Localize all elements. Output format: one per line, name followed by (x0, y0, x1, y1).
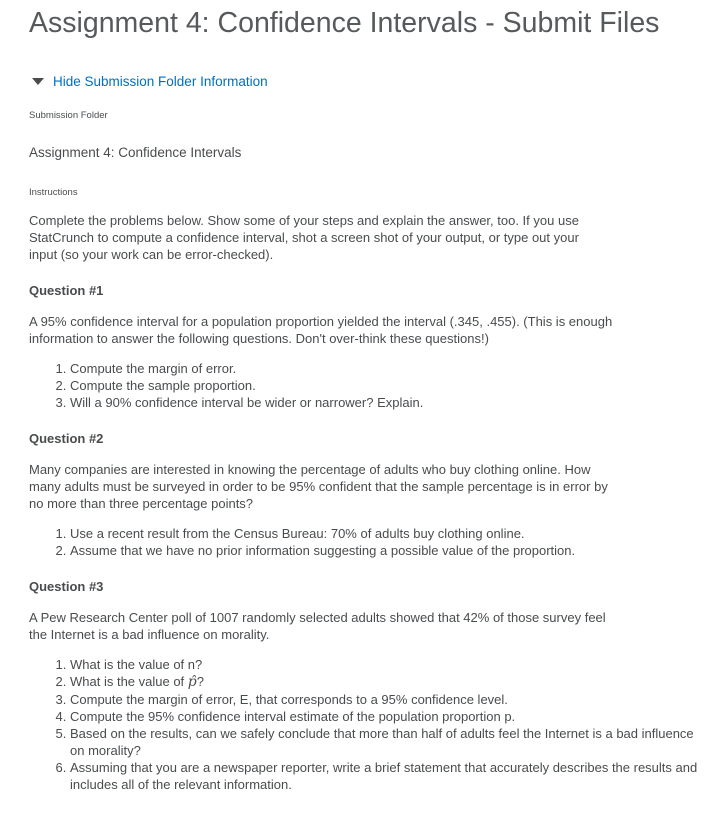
caret-down-icon[interactable] (32, 78, 44, 85)
question-1-list (29, 360, 709, 411)
submission-folder-name: Assignment 4: Confidence Intervals (29, 145, 242, 160)
list-item: 2. Assume that we have no prior information suggesting a possible value of the proportion. (70, 542, 709, 559)
list-item (70, 673, 709, 691)
p-hat-suffix: ? (196, 674, 204, 689)
question-3-heading: Question #3 (29, 579, 104, 594)
list-item: 5. Based on the results, can we safely conclude that more than half of adults feel the Internet is a bad influence on morality? (70, 725, 709, 759)
toggle-submission-info-link[interactable]: Hide Submission Folder Information (53, 74, 268, 89)
list-item: 3. Compute the margin of error, E, that corresponds to a 95% confidence level. (70, 691, 709, 708)
question-3-list (29, 656, 709, 793)
list-item: 1. Compute the margin of error. (70, 360, 709, 377)
question-1-heading: Question #1 (29, 283, 104, 298)
instructions-label: Instructions (29, 187, 78, 198)
list-item: 2. Compute the sample proportion. (70, 377, 709, 394)
question-2-heading: Question #2 (29, 431, 104, 446)
question-3-text: A Pew Research Center poll of 1007 randomly selected adults showed that 42% of those survey feel the Internet is a bad influence on morality. (29, 610, 606, 642)
list-item: 4. Compute the 95% confidence interval estimate of the population proportion p. (70, 708, 709, 725)
question-2-list (29, 525, 709, 559)
question-1-text: A 95% confidence interval for a population proportion yielded the interval (.345, .455). (This is enough information to answer the following questions. Don't over-think these questions!) (29, 314, 613, 346)
toggle-submission-info[interactable] (29, 74, 709, 89)
question-2-text: Many companies are interested in knowing the percentage of adults who buy clothing online. How many adults must be surveyed in order to be 95% confident that the sample percentage is in error by no more than three percentage points? (29, 462, 608, 511)
list-item: 1. What is the value of n? (70, 656, 709, 673)
list-item: 1. Use a recent result from the Census Bureau: 70% of adults buy clothing online. (70, 525, 709, 542)
page-title: Assignment 4: Confidence Intervals - Submit Files (29, 7, 660, 39)
instructions-intro: Complete the problems below. Show some of your steps and explain the answer, too. If you use StatCrunch to compute a confidence interval, shot a screen shot of your output, or type out your input (so your work can be error-checked). (29, 213, 579, 262)
list-item: 6. Assuming that you are a newspaper reporter, write a brief statement that accurately describes the results and includes all of the relevant information. (70, 759, 709, 793)
submission-folder-label: Submission Folder (29, 110, 108, 121)
list-item: 3. Will a 90% confidence interval be wider or narrower? Explain. (70, 394, 709, 411)
p-hat-symbol: p̂ (187, 674, 197, 690)
list-item-text: What is the value of (70, 674, 185, 689)
